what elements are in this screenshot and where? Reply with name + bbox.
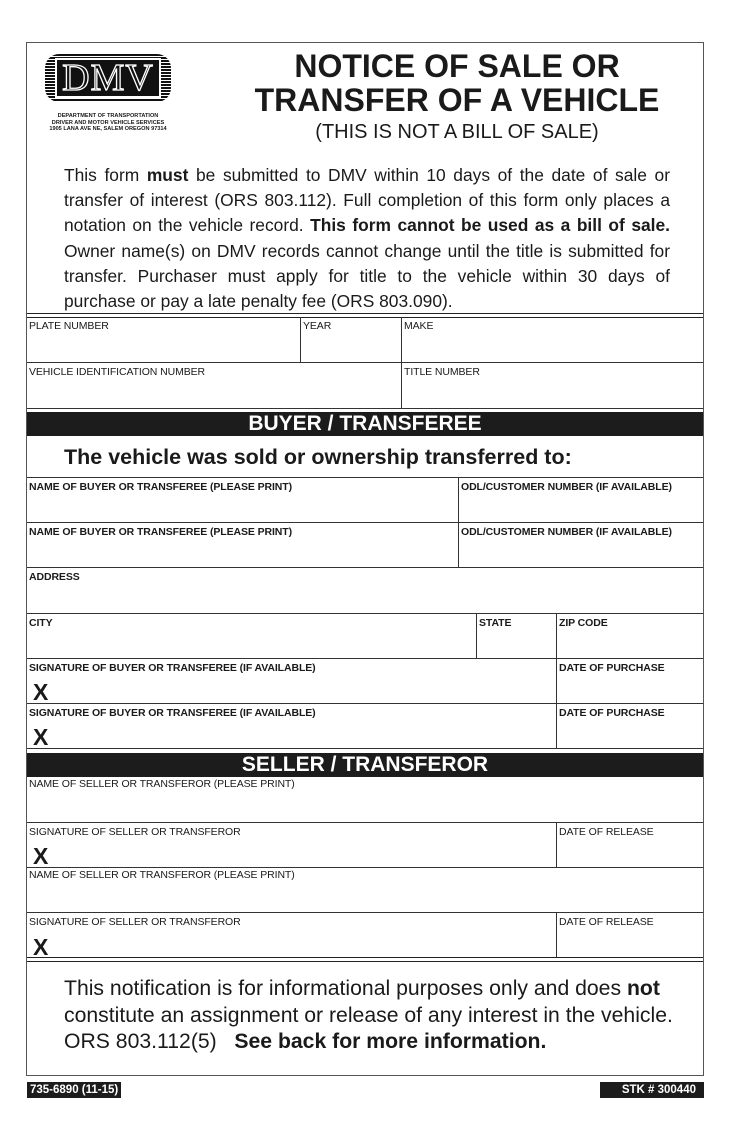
title-line-2: TRANSFER OF A VEHICLE <box>254 82 660 118</box>
seller-date-field-1[interactable] <box>557 823 703 868</box>
seller-date-input-2[interactable] <box>559 932 701 956</box>
seller-date-label: DATE OF RELEASE <box>559 916 654 928</box>
intro-bold: This form cannot be used as a bill of sale. <box>310 215 670 236</box>
disclaimer-text: constitute an assignment or release of any interest in the vehicle. ORS 803.112(5) <box>64 977 679 1053</box>
buyer-state-field[interactable] <box>477 614 557 659</box>
department-info <box>27 113 189 133</box>
seller-signature-label: SIGNATURE OF SELLER OR TRANSFEROR <box>29 826 241 838</box>
seller-name-label: NAME OF SELLER OR TRANSFEROR (PLEASE PRINT) <box>29 869 295 881</box>
notice-of-sale-form <box>26 42 704 1076</box>
seller-date-input-1[interactable] <box>559 841 701 865</box>
signature-x-mark: X <box>33 724 49 750</box>
buyer-name-field-2[interactable] <box>27 523 459 568</box>
seller-name-input-2[interactable] <box>29 886 701 910</box>
form-number-badge: 735-6890 (11-15) <box>27 1082 121 1098</box>
disclaimer-text: This notification is for informational purposes only and does <box>64 977 627 1000</box>
signature-x-mark: X <box>33 679 49 705</box>
buyer-state-input[interactable] <box>479 632 554 656</box>
buyer-odl-label: ODL/CUSTOMER NUMBER (IF AVAILABLE) <box>461 481 672 493</box>
year-input[interactable] <box>303 336 399 360</box>
buyer-state-label: STATE <box>479 617 512 629</box>
dmv-logo-inner <box>55 58 161 98</box>
make-label: MAKE <box>404 320 434 332</box>
buyer-odl-input-2[interactable] <box>461 541 701 565</box>
disclaimer-bold: not <box>626 977 660 1000</box>
section-divider <box>27 957 703 962</box>
intro-bold: must <box>146 165 189 185</box>
title-number-input[interactable] <box>404 382 701 406</box>
buyer-city-label: CITY <box>29 617 53 629</box>
seller-name-field-1[interactable] <box>27 777 703 823</box>
buyer-city-field[interactable] <box>27 614 477 659</box>
buyer-name-label: NAME OF BUYER OR TRANSFEREE (PLEASE PRINT) <box>29 481 292 493</box>
buyer-odl-field-1[interactable] <box>459 478 703 523</box>
vin-field[interactable] <box>27 363 402 409</box>
buyer-address-label: ADDRESS <box>29 571 80 583</box>
title-number-field[interactable] <box>402 363 703 409</box>
seller-signature-field-2[interactable] <box>27 913 557 958</box>
buyer-date-field-1[interactable] <box>557 659 703 704</box>
make-field[interactable] <box>402 317 703 363</box>
buyer-zip-field[interactable] <box>557 614 703 659</box>
intro-text: This form <box>64 165 147 185</box>
buyer-address-field[interactable] <box>27 568 703 614</box>
buyer-date-input-2[interactable] <box>559 722 701 746</box>
seller-signature-field-1[interactable] <box>27 823 557 868</box>
buyer-name-input-1[interactable] <box>29 496 456 520</box>
disclaimer-bold: See back for more information. <box>234 1030 547 1053</box>
year-label: YEAR <box>303 320 332 332</box>
buyer-date-field-2[interactable] <box>557 704 703 749</box>
buyer-name-label: NAME OF BUYER OR TRANSFEREE (PLEASE PRINT) <box>29 526 292 538</box>
dmv-logo <box>45 54 171 102</box>
seller-name-label: NAME OF SELLER OR TRANSFEROR (PLEASE PRINT) <box>29 778 295 790</box>
intro-paragraph <box>64 163 670 314</box>
buyer-name-field-1[interactable] <box>27 478 459 523</box>
plate-number-input[interactable] <box>29 336 298 360</box>
buyer-odl-input-1[interactable] <box>461 496 701 520</box>
seller-section-header: SELLER / TRANSFEROR <box>27 753 703 777</box>
buyer-name-input-2[interactable] <box>29 541 456 565</box>
buyer-signature-label: SIGNATURE OF BUYER OR TRANSFEREE (IF AVAILABLE) <box>29 707 316 719</box>
page-subtitle: (THIS IS NOT A BILL OF SALE) <box>315 121 599 143</box>
buyer-odl-field-2[interactable] <box>459 523 703 568</box>
department-line: DRIVER AND MOTOR VEHICLE SERVICES <box>51 119 165 126</box>
buyer-date-label: DATE OF PURCHASE <box>559 662 665 674</box>
buyer-odl-label: ODL/CUSTOMER NUMBER (IF AVAILABLE) <box>461 526 672 538</box>
plate-number-field[interactable] <box>27 317 301 363</box>
buyer-section-header: BUYER / TRANSFEREE <box>27 412 703 436</box>
buyer-lead-text: The vehicle was sold or ownership transferred to: <box>64 445 572 469</box>
vin-label: VEHICLE IDENTIFICATION NUMBER <box>29 366 206 378</box>
title-line-1: NOTICE OF SALE OR <box>294 48 620 84</box>
seller-signature-label: SIGNATURE OF SELLER OR TRANSFEROR <box>29 916 241 928</box>
buyer-signature-label: SIGNATURE OF BUYER OR TRANSFEREE (IF AVAILABLE) <box>29 662 316 674</box>
dmv-logo-text: DMV <box>62 57 154 99</box>
seller-date-field-2[interactable] <box>557 913 703 958</box>
title-number-label: TITLE NUMBER <box>404 366 480 378</box>
signature-x-mark: X <box>33 843 49 869</box>
buyer-date-label: DATE OF PURCHASE <box>559 707 665 719</box>
seller-name-input-1[interactable] <box>29 796 701 820</box>
buyer-date-input-1[interactable] <box>559 677 701 701</box>
department-address: 1905 LANA AVE NE, SALEM OREGON 97314 <box>49 126 167 133</box>
page-title <box>227 49 687 117</box>
buyer-address-input[interactable] <box>29 587 701 611</box>
seller-date-label: DATE OF RELEASE <box>559 826 654 838</box>
buyer-signature-field-2[interactable] <box>27 704 557 749</box>
department-line: DEPARTMENT OF TRANSPORTATION <box>57 113 159 119</box>
seller-name-field-2[interactable] <box>27 868 703 913</box>
stock-number-badge: STK # 300440 <box>600 1082 704 1098</box>
buyer-signature-field-1[interactable] <box>27 659 557 704</box>
year-field[interactable] <box>301 317 402 363</box>
plate-number-label: PLATE NUMBER <box>29 320 109 332</box>
make-input[interactable] <box>404 336 701 360</box>
buyer-zip-label: ZIP CODE <box>559 617 608 629</box>
buyer-city-input[interactable] <box>29 632 474 656</box>
intro-text: be submitted to DMV within 10 days of the date of sale or transfer of interest (ORS 803.112). Full completion of this form only places a notation on the vehicle record. <box>64 165 670 236</box>
intro-text: Owner name(s) on DMV records cannot change until the title is submitted for transfer. Purchaser must apply for title to the vehicle within 30 days of purchase or pay a late penalty fee (ORS 803.090). <box>64 240 670 312</box>
signature-x-mark: X <box>33 934 49 960</box>
buyer-zip-input[interactable] <box>559 632 701 656</box>
vin-input[interactable] <box>29 382 399 406</box>
disclaimer-paragraph <box>64 976 679 1056</box>
